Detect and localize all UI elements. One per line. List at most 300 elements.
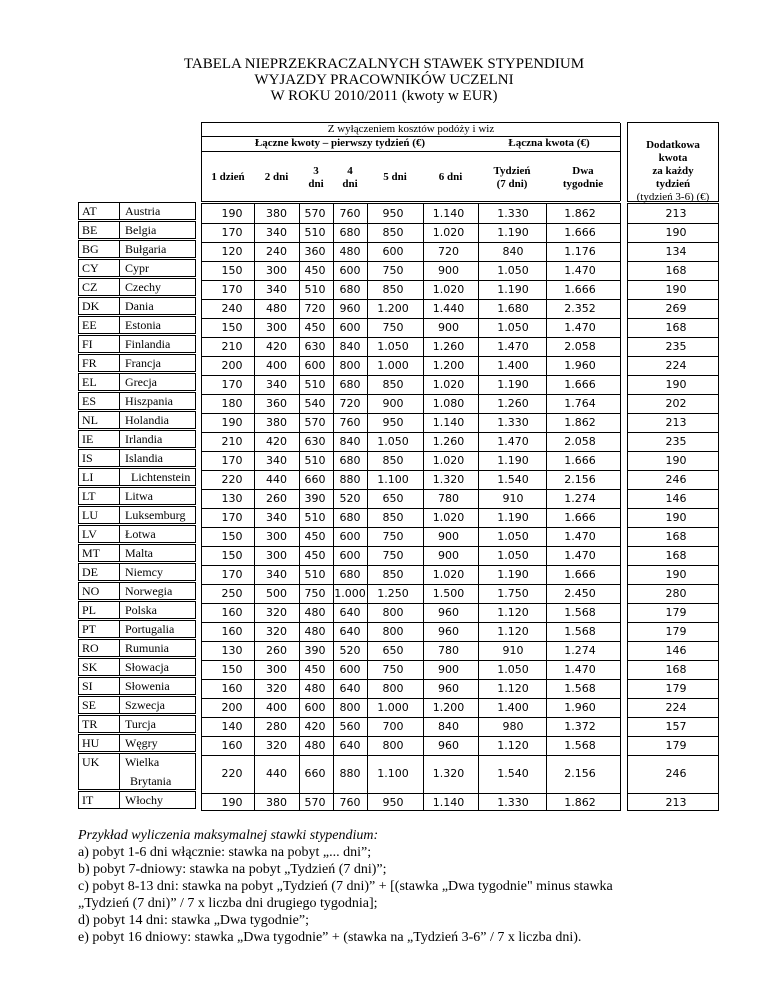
country-name: Słowacja — [125, 660, 169, 674]
grid-row-line — [202, 508, 718, 509]
country-code: TR — [82, 717, 98, 731]
table-row — [202, 736, 718, 755]
country-cell-divider — [119, 716, 120, 732]
rate-cell: 140 — [221, 720, 243, 733]
grid-row-line — [202, 736, 718, 737]
rate-cell: 630 — [304, 435, 326, 448]
country-name: Włochy — [125, 793, 163, 807]
rate-cell: 300 — [266, 321, 287, 334]
rate-cell: 380 — [266, 796, 287, 809]
country-code: IT — [82, 793, 94, 807]
country-row — [78, 335, 196, 353]
rate-cell: 1.568 — [564, 739, 596, 752]
table-row — [202, 413, 718, 432]
rate-cell: 390 — [304, 644, 326, 657]
country-name: Szwecja — [125, 698, 165, 712]
rate-cell: 800 — [382, 682, 404, 695]
table-row — [202, 394, 718, 413]
table-row — [202, 508, 718, 527]
rate-cell: 1.176 — [564, 245, 596, 258]
rate-cell: 1.470 — [564, 530, 596, 543]
rate-cell: 160 — [221, 625, 243, 638]
grid-row-line — [202, 280, 718, 281]
rate-cell: 179 — [665, 625, 687, 638]
rate-cell: 280 — [266, 720, 287, 733]
rate-cell: 450 — [304, 663, 326, 676]
country-code: CY — [82, 261, 99, 275]
rate-cell: 570 — [304, 207, 326, 220]
rate-cell: 190 — [665, 454, 687, 467]
rate-cell: 1.020 — [432, 283, 465, 296]
table-row — [202, 698, 718, 717]
rate-cell: 840 — [502, 245, 524, 258]
rate-cell: 190 — [221, 207, 243, 220]
rate-cell: 680 — [339, 568, 361, 581]
rate-cell: 1.540 — [497, 767, 529, 780]
rate-cell: 1.100 — [377, 473, 409, 486]
rate-cell: 213 — [665, 416, 687, 429]
country-code: NL — [82, 413, 98, 427]
table-row — [202, 470, 718, 489]
rate-cell: 170 — [221, 283, 243, 296]
rate-cell: 320 — [266, 682, 287, 695]
rate-cell: 160 — [221, 682, 243, 695]
rate-cell: 950 — [382, 207, 404, 220]
rate-cell: 420 — [266, 340, 287, 353]
rate-cell: 1.400 — [497, 359, 529, 372]
rate-cell: 146 — [665, 644, 687, 657]
rate-cell: 2.156 — [564, 767, 596, 780]
grid-row-line — [202, 546, 718, 547]
grid-row-line — [202, 299, 718, 300]
country-code: FI — [82, 337, 93, 351]
col-header-two-weeks-line1: Dwa — [572, 165, 594, 177]
rate-cell: 1.274 — [564, 492, 596, 505]
rate-cell: 320 — [266, 625, 287, 638]
country-name — [125, 754, 171, 789]
header-first-week: Łączne kwoty – pierwszy tydzień (€) — [254, 137, 426, 149]
country-name: Holandia — [125, 413, 169, 427]
country-name: Dania — [125, 299, 154, 313]
rate-cell: 300 — [266, 549, 287, 562]
rate-cell: 800 — [382, 625, 404, 638]
grid-row-line — [202, 793, 718, 794]
country-cell-divider — [119, 374, 120, 390]
col-header-4-days-num: 4 — [347, 165, 353, 177]
country-name-line2: Brytania — [130, 774, 172, 788]
rate-cell: 570 — [304, 796, 326, 809]
country-name: Słowenia — [125, 679, 170, 693]
country-name: Irlandia — [125, 432, 163, 446]
country-code: RO — [82, 641, 99, 655]
grid-row-line — [202, 451, 718, 452]
rate-cell: 960 — [438, 625, 459, 638]
rate-cell: 190 — [665, 568, 687, 581]
col-header-3-days — [299, 165, 333, 191]
rate-cell: 1.050 — [497, 264, 529, 277]
rate-cell: 1.470 — [564, 549, 596, 562]
country-row — [78, 411, 196, 429]
grid-column-line — [299, 204, 300, 810]
rate-cell: 1.020 — [432, 454, 465, 467]
rate-cell: 780 — [438, 492, 459, 505]
country-name: Islandia — [125, 451, 163, 465]
rate-cell: 640 — [339, 625, 361, 638]
country-row — [78, 753, 196, 790]
rate-cell: 630 — [304, 340, 326, 353]
country-cell-divider — [119, 659, 120, 675]
rate-cell: 220 — [221, 473, 243, 486]
rate-cell: 1.000 — [334, 587, 366, 600]
rate-cell: 800 — [339, 701, 361, 714]
rate-cell: 400 — [266, 359, 287, 372]
title-line-1: TABELA NIEPRZEKRACZALNYCH STAWEK STYPENDIUM — [183, 56, 585, 72]
rate-cell: 1.500 — [432, 587, 465, 600]
country-cell-divider — [119, 431, 120, 447]
example-e: e) pobyt 16 dniowy: stawka „Dwa tygodnie” + (stawka na „Tydzień 3-6” / 7 x liczba dni). — [78, 930, 582, 945]
country-code: LV — [82, 527, 97, 541]
table-row — [202, 489, 718, 508]
rate-cell: 168 — [665, 663, 687, 676]
table-row — [202, 584, 718, 603]
country-cell-divider — [119, 735, 120, 751]
rate-cell: 750 — [382, 663, 404, 676]
rate-cell: 1.960 — [564, 359, 596, 372]
rate-cell: 190 — [665, 378, 687, 391]
rate-cell: 180 — [221, 397, 243, 410]
rate-cell: 1.568 — [564, 606, 596, 619]
country-code: IE — [82, 432, 94, 446]
rate-cell: 1.080 — [432, 397, 465, 410]
country-row — [78, 449, 196, 467]
table-row — [202, 527, 718, 546]
rate-cell: 760 — [339, 207, 361, 220]
table-row — [202, 242, 718, 261]
country-name: Rumunia — [125, 641, 169, 655]
rate-cell: 150 — [221, 549, 243, 562]
rate-cell: 1.050 — [377, 435, 409, 448]
rate-cell: 246 — [665, 767, 687, 780]
country-cell-divider — [119, 792, 120, 808]
grid-row-line — [202, 413, 718, 414]
country-name: Łotwa — [125, 527, 156, 541]
rate-cell: 300 — [266, 530, 287, 543]
rate-cell: 1.190 — [497, 226, 529, 239]
table-row — [202, 641, 718, 660]
rate-cell: 179 — [665, 606, 687, 619]
rate-cell: 700 — [382, 720, 404, 733]
country-row — [78, 392, 196, 410]
country-row — [78, 715, 196, 733]
country-row — [78, 221, 196, 239]
country-row — [78, 316, 196, 334]
grid-column-line — [254, 204, 255, 810]
rate-cell: 900 — [438, 549, 459, 562]
rate-cell: 680 — [339, 378, 361, 391]
rate-cell: 800 — [382, 606, 404, 619]
rate-cell: 1.862 — [564, 796, 596, 809]
country-row — [78, 373, 196, 391]
rate-cell: 170 — [221, 511, 243, 524]
rate-cell: 720 — [304, 302, 326, 315]
rate-cell: 235 — [665, 435, 687, 448]
grid-column-line — [333, 204, 334, 810]
country-cell-divider — [119, 336, 120, 352]
rate-cell: 2.058 — [564, 340, 596, 353]
rate-cell: 680 — [339, 226, 361, 239]
rate-cell: 850 — [382, 378, 404, 391]
rate-cell: 660 — [304, 473, 326, 486]
rate-cell: 179 — [665, 739, 687, 752]
rate-cell: 440 — [266, 473, 287, 486]
rate-cell: 900 — [382, 397, 404, 410]
country-name-line1: Wielka — [125, 755, 160, 769]
country-row — [78, 297, 196, 315]
country-name: Luksemburg — [125, 508, 186, 522]
rate-cell: 1.666 — [564, 226, 596, 239]
country-cell-divider — [119, 488, 120, 504]
rate-cell: 1.250 — [377, 587, 409, 600]
grid-row-line — [202, 337, 718, 338]
rate-cell: 340 — [266, 378, 287, 391]
country-code: FR — [82, 356, 97, 370]
example-b: b) pobyt 7-dniowy: stawka na pobyt „Tydzień (7 dni)”; — [78, 862, 387, 877]
rate-cell: 1.050 — [497, 530, 529, 543]
rate-cell: 340 — [266, 283, 287, 296]
country-code: EL — [82, 375, 97, 389]
country-name: Grecja — [125, 375, 157, 389]
country-row — [78, 639, 196, 657]
grid-row-line — [202, 584, 718, 585]
rate-cell: 1.050 — [377, 340, 409, 353]
country-row — [78, 259, 196, 277]
rate-cell: 900 — [438, 530, 459, 543]
rate-cell: 190 — [665, 283, 687, 296]
rate-cell: 480 — [304, 606, 326, 619]
title-line-3: W ROKU 2010/2011 (kwoty w EUR) — [270, 88, 498, 104]
country-name: Finlandia — [125, 337, 171, 351]
country-row — [78, 240, 196, 258]
country-cell-divider — [119, 412, 120, 428]
rate-cell: 1.190 — [497, 511, 529, 524]
country-name: Cypr — [125, 261, 149, 275]
rate-cell: 1.260 — [432, 435, 465, 448]
rate-cell: 480 — [304, 682, 326, 695]
rate-cell: 210 — [221, 435, 243, 448]
country-name: Węgry — [125, 736, 158, 750]
rate-cell: 400 — [266, 701, 287, 714]
rate-cell: 880 — [339, 473, 361, 486]
country-name: Polska — [125, 603, 158, 617]
rate-cell: 1.470 — [564, 264, 596, 277]
rate-cell: 840 — [339, 435, 361, 448]
col-header-two-weeks — [546, 165, 620, 191]
grid-row-line — [202, 489, 718, 490]
country-row — [78, 658, 196, 676]
rate-cell: 720 — [438, 245, 459, 258]
rate-cell: 157 — [665, 720, 687, 733]
country-cell-divider — [119, 697, 120, 713]
rate-cell: 900 — [438, 321, 459, 334]
country-code: EE — [82, 318, 97, 332]
table-row — [202, 375, 718, 394]
header-excluding-costs: Z wyłączeniem kosztów podóży i wiz — [202, 123, 620, 137]
rate-cell: 980 — [502, 720, 524, 733]
rate-cell: 1.750 — [497, 587, 529, 600]
table-row — [202, 793, 718, 812]
country-row — [78, 791, 196, 809]
rate-cell: 150 — [221, 663, 243, 676]
rate-cell: 280 — [665, 587, 687, 600]
rate-cell: 1.020 — [432, 568, 465, 581]
rate-cell: 480 — [304, 739, 326, 752]
table-row — [202, 717, 718, 736]
rate-cell: 1.190 — [497, 283, 529, 296]
rate-cell: 1.200 — [432, 701, 465, 714]
rate-cell: 1.440 — [432, 302, 465, 315]
rate-cell: 650 — [382, 644, 404, 657]
country-cell-divider — [119, 545, 120, 561]
rate-cell: 510 — [304, 568, 326, 581]
rate-cell: 640 — [339, 606, 361, 619]
rate-cell: 760 — [339, 416, 361, 429]
country-row — [78, 734, 196, 752]
country-cell-divider — [119, 678, 120, 694]
rate-cell: 600 — [382, 245, 404, 258]
rate-cell: 1.470 — [497, 435, 529, 448]
grid-column-line — [546, 204, 547, 810]
rate-cell: 1.330 — [497, 796, 529, 809]
rate-cell: 1.568 — [564, 682, 596, 695]
rate-cell: 202 — [665, 397, 687, 410]
country-row — [78, 544, 196, 562]
rate-cell: 170 — [221, 226, 243, 239]
rate-cell: 420 — [304, 720, 326, 733]
col-header-5-days: 5 dni — [383, 171, 407, 183]
grid-row-line — [202, 622, 718, 623]
country-cell-divider — [119, 298, 120, 314]
country-row — [78, 677, 196, 695]
rate-cell: 570 — [304, 416, 326, 429]
rate-cell: 1.100 — [377, 767, 409, 780]
rate-cell: 510 — [304, 283, 326, 296]
rate-cell: 850 — [382, 226, 404, 239]
country-cell-divider — [119, 754, 120, 789]
country-name: Niemcy — [125, 565, 163, 579]
rate-cell: 910 — [502, 492, 524, 505]
rate-cell: 850 — [382, 568, 404, 581]
rate-cell: 1.120 — [497, 625, 529, 638]
grid-row-line — [202, 432, 718, 433]
rate-cell: 480 — [339, 245, 361, 258]
header-divider — [202, 151, 620, 152]
country-name: Estonia — [125, 318, 161, 332]
rate-cell: 1.050 — [497, 663, 529, 676]
example-d: d) pobyt 14 dni: stawka „Dwa tygodnie”; — [78, 913, 309, 928]
rate-cell: 170 — [221, 568, 243, 581]
col-header-1-day: 1 dzień — [211, 171, 245, 183]
country-cell-divider — [119, 621, 120, 637]
rate-cell: 840 — [339, 340, 361, 353]
rate-cell: 510 — [304, 511, 326, 524]
table-row — [202, 337, 718, 356]
table-row — [202, 223, 718, 242]
rate-cell: 340 — [266, 568, 287, 581]
country-code: ES — [82, 394, 97, 408]
country-cell-divider — [119, 279, 120, 295]
grid-row-line — [202, 603, 718, 604]
grid-column-line — [627, 204, 628, 810]
country-cell-divider — [119, 222, 120, 238]
rate-cell: 200 — [221, 701, 243, 714]
grid-row-line — [202, 698, 718, 699]
rate-cell: 600 — [304, 701, 326, 714]
rate-cell: 640 — [339, 739, 361, 752]
table-header — [201, 122, 719, 202]
country-cell-divider — [119, 583, 120, 599]
country-row — [78, 430, 196, 448]
rate-cell: 170 — [221, 378, 243, 391]
rate-cell: 168 — [665, 549, 687, 562]
rate-cell: 210 — [221, 340, 243, 353]
rate-cell: 750 — [382, 530, 404, 543]
grid-row-line — [202, 242, 718, 243]
rate-cell: 1.666 — [564, 454, 596, 467]
rate-cell: 1.000 — [377, 359, 409, 372]
rate-cell: 340 — [266, 226, 287, 239]
col-header-3-days-unit: dni — [308, 178, 324, 190]
table-row — [202, 660, 718, 679]
rate-cell: 780 — [438, 644, 459, 657]
grid-gap — [621, 203, 627, 811]
rate-cell: 190 — [665, 511, 687, 524]
rate-cell: 300 — [266, 264, 287, 277]
rate-cell: 134 — [665, 245, 687, 258]
country-name: Lichtenstein — [131, 470, 191, 484]
rate-cell: 240 — [221, 302, 243, 315]
rate-cell: 480 — [266, 302, 287, 315]
rate-cell: 520 — [339, 644, 361, 657]
rate-cell: 640 — [339, 682, 361, 695]
table-row — [202, 356, 718, 375]
country-cell-divider — [119, 602, 120, 618]
col-header-4-days — [333, 165, 367, 191]
grid-row-line — [202, 356, 718, 357]
country-row — [78, 468, 196, 486]
country-code: SK — [82, 660, 98, 674]
country-cell-divider — [119, 450, 120, 466]
country-code: BG — [82, 242, 99, 256]
example-heading: Przykład wyliczenia maksymalnej stawki stypendium: — [78, 828, 379, 843]
rate-cell: 190 — [221, 416, 243, 429]
rate-cell: 1.000 — [377, 701, 409, 714]
rate-cell: 1.200 — [432, 359, 465, 372]
rate-cell: 380 — [266, 416, 287, 429]
rate-cell: 2.450 — [564, 587, 596, 600]
country-name: Malta — [125, 546, 153, 560]
rate-cell: 1.470 — [564, 663, 596, 676]
col-header-additional — [627, 139, 719, 204]
example-c-line1: c) pobyt 8-13 dni: stawka na pobyt „Tydzień (7 dni)” + [(stawka „Dwa tygodnie" minus stawka — [78, 879, 613, 894]
rate-cell: 1.666 — [564, 378, 596, 391]
rate-cell: 1.050 — [497, 549, 529, 562]
country-code: UK — [82, 755, 100, 769]
country-code: PL — [82, 603, 97, 617]
country-row — [78, 620, 196, 638]
grid-row-line — [202, 527, 718, 528]
rate-cell: 160 — [221, 739, 243, 752]
rate-cell: 179 — [665, 682, 687, 695]
